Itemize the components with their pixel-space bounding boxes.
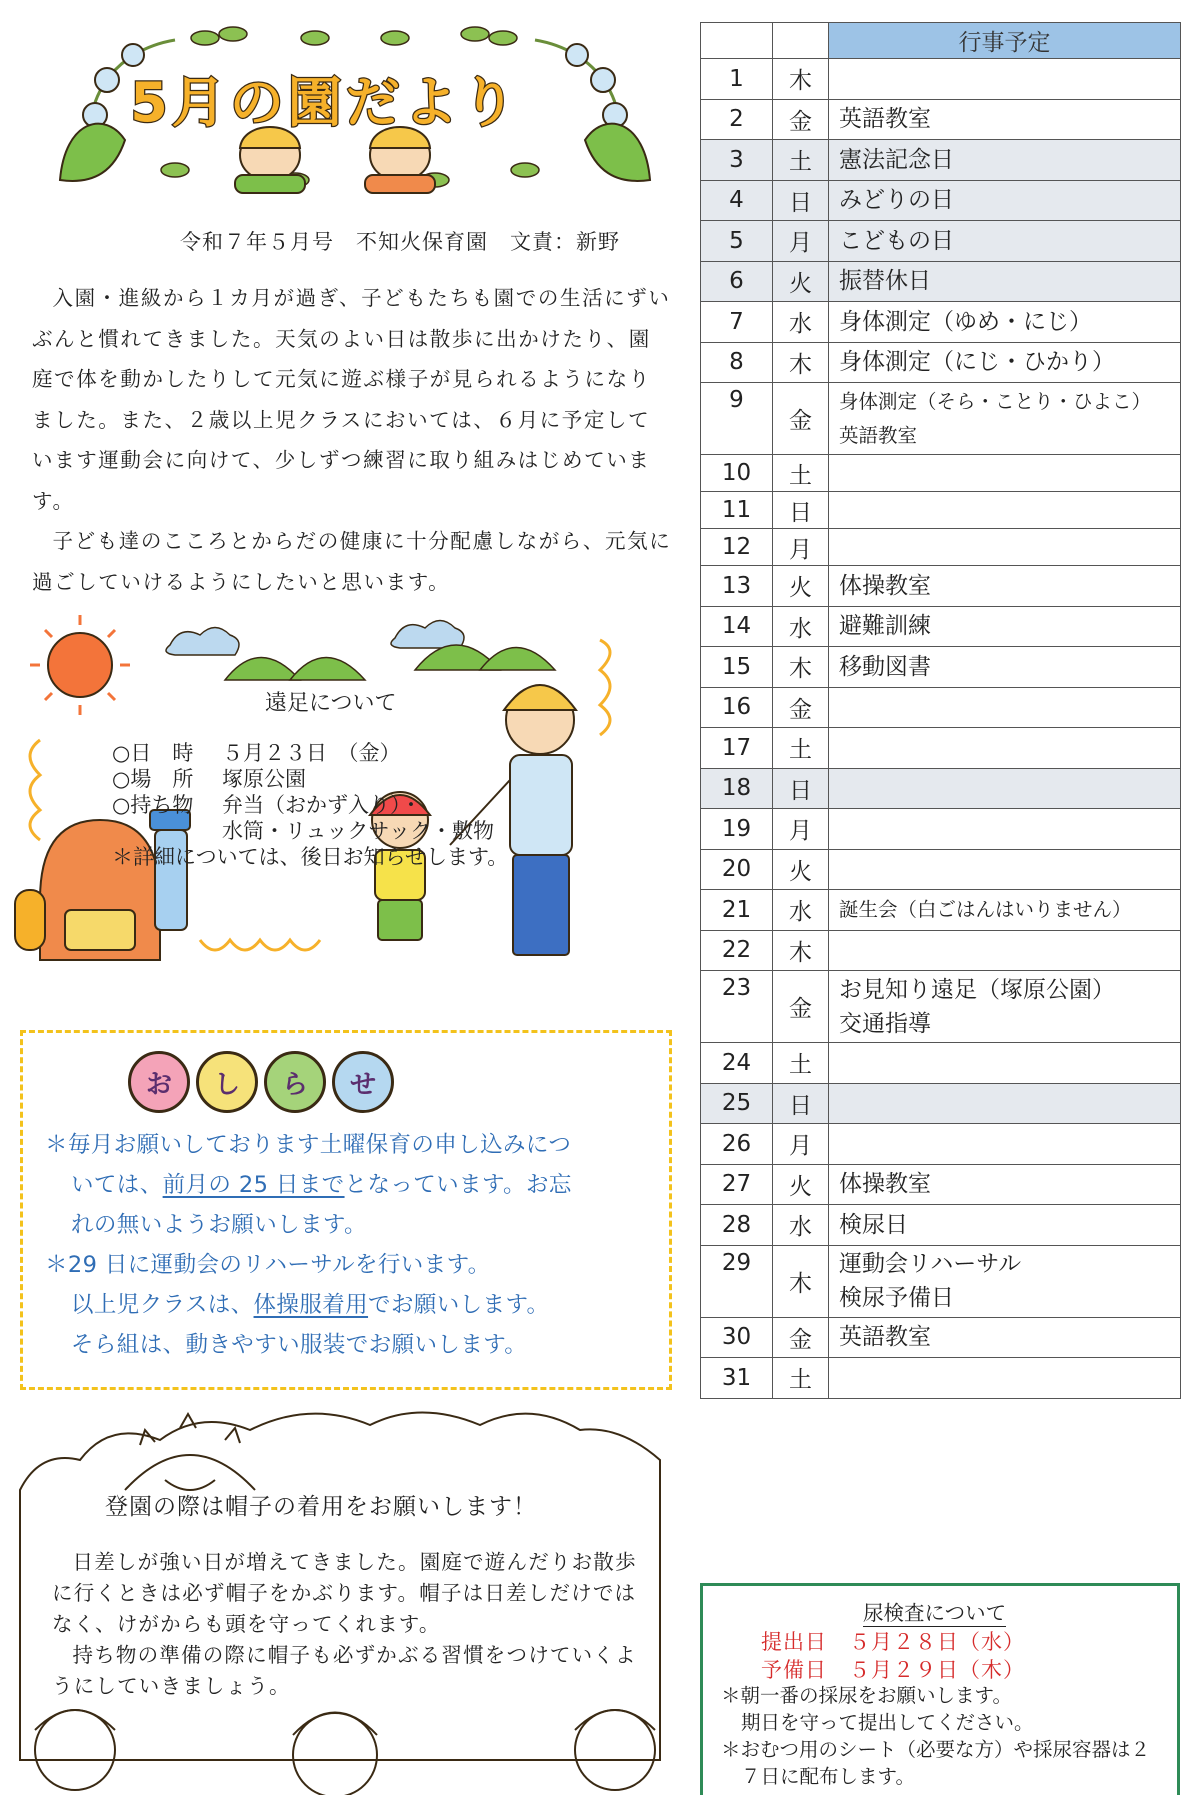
schedule-weekday: 日 — [773, 492, 829, 529]
schedule-weekday: 金 — [773, 1317, 829, 1358]
event-schedule — [700, 22, 1180, 1399]
schedule-day: 16 — [701, 687, 773, 728]
schedule-day: 23 — [701, 971, 773, 1043]
schedule-event-line-2: 検尿予備日 — [839, 1285, 954, 1311]
schedule-weekday: 日 — [773, 180, 829, 221]
schedule-day: 25 — [701, 1083, 773, 1124]
schedule-weekday: 金 — [773, 971, 829, 1043]
schedule-row — [701, 342, 1181, 383]
schedule-row — [701, 99, 1181, 140]
excursion-place-row — [112, 766, 572, 792]
schedule-day: 7 — [701, 302, 773, 343]
schedule-event-line-1: お見知り遠足（塚原公園） — [839, 976, 1115, 1003]
schedule-weekday: 水 — [773, 1205, 829, 1246]
notice-box — [20, 1030, 672, 1390]
notice-line-2c: そら組は、動きやすい服装でお願いします。 — [71, 1332, 528, 1358]
schedule-weekday: 火 — [773, 261, 829, 302]
schedule-event — [829, 492, 1181, 529]
schedule-row — [701, 1164, 1181, 1205]
badge-ra: ら — [264, 1051, 326, 1113]
schedule-day: 6 — [701, 261, 773, 302]
schedule-row — [701, 1205, 1181, 1246]
schedule-weekday: 火 — [773, 566, 829, 607]
excursion-note: ＊詳細については、後日お知らせします。 — [112, 845, 509, 869]
schedule-day: 29 — [701, 1245, 773, 1317]
schedule-row — [701, 140, 1181, 181]
excursion-items-value: 弁当（おかず入り）・ — [222, 793, 422, 817]
schedule-day: 30 — [701, 1317, 773, 1358]
schedule-event — [829, 971, 1181, 1043]
schedule-weekday: 土 — [773, 728, 829, 769]
schedule-event — [829, 1043, 1181, 1084]
excursion-heading: 遠足について — [265, 691, 397, 716]
schedule-row — [701, 930, 1181, 971]
urine-note-1: ＊朝一番の採尿をお願いします。 — [721, 1684, 1012, 1707]
schedule-event — [829, 728, 1181, 769]
urine-notes — [721, 1682, 1176, 1790]
schedule-day: 20 — [701, 849, 773, 890]
hat-paragraph-1: 日差しが強い日が増えてきました。園庭で遊んだりお散歩に行くときは必ず帽子をかぶります。帽子は日差しだけではなく、けがからも頭を守ってくれます。 — [52, 1550, 637, 1636]
schedule-weekday: 水 — [773, 890, 829, 931]
header-blank-weekday — [773, 23, 829, 59]
schedule-weekday: 日 — [773, 768, 829, 809]
schedule-row — [701, 1124, 1181, 1165]
notice-line-1b — [45, 1165, 665, 1205]
newsletter-title: 5月の園だより — [130, 70, 520, 134]
notice-line-1a: ＊毎月お願いしております土曜保育の申し込みにつ — [45, 1132, 572, 1158]
schedule-row — [701, 1317, 1181, 1358]
schedule-row — [701, 809, 1181, 850]
schedule-day: 28 — [701, 1205, 773, 1246]
hat-text — [52, 1547, 652, 1702]
schedule-event-line-1: 運動会リハーサル — [839, 1251, 1022, 1277]
urine-note-2: ＊おむつ用のシート（必要な方）や採尿容器は２ — [721, 1738, 1151, 1761]
schedule-event — [829, 383, 1181, 455]
schedule-day: 11 — [701, 492, 773, 529]
schedule-row — [701, 1245, 1181, 1317]
schedule-event — [829, 930, 1181, 971]
intro-text — [32, 278, 672, 602]
sun-icon — [30, 615, 130, 715]
schedule-weekday: 月 — [773, 221, 829, 262]
header-blank-day — [701, 23, 773, 59]
issue-line: 令和７年５月号 不知火保育園 文責：新野 — [180, 230, 620, 254]
schedule-row — [701, 455, 1181, 492]
schedule-day: 17 — [701, 728, 773, 769]
schedule-row — [701, 180, 1181, 221]
urine-test-box — [700, 1583, 1180, 1795]
schedule-event: 憲法記念日 — [829, 140, 1181, 181]
schedule-day: 5 — [701, 221, 773, 262]
notice-line-1b-post: となっています。お忘 — [344, 1172, 572, 1198]
notice-line-2a: ＊29 日に運動会のリハーサルを行います。 — [45, 1252, 491, 1278]
excursion-details — [112, 740, 572, 870]
schedule-event — [829, 1358, 1181, 1399]
schedule-day: 18 — [701, 768, 773, 809]
schedule-day: 19 — [701, 809, 773, 850]
schedule-event-line-2: 交通指導 — [839, 1010, 931, 1037]
hat-title: 登園の際は帽子の着用をお願いします！ — [105, 1494, 537, 1520]
schedule-event — [829, 1124, 1181, 1165]
schedule-weekday: 木 — [773, 1245, 829, 1317]
schedule-row — [701, 261, 1181, 302]
newsletter-title-box — [110, 58, 540, 138]
schedule-row — [701, 728, 1181, 769]
notice-line-2b-post: でお願いします。 — [368, 1292, 550, 1318]
schedule-event: 体操教室 — [829, 566, 1181, 607]
schedule-day: 9 — [701, 383, 773, 455]
urine-submit-date: 提出日 ５月２８日（水） — [761, 1630, 1025, 1654]
schedule-row — [701, 1043, 1181, 1084]
excursion-date-label: ○日 時 — [112, 741, 194, 765]
schedule-weekday: 水 — [773, 302, 829, 343]
schedule-row — [701, 687, 1181, 728]
excursion-items-value-2: 水筒・リュックサック・敷物 — [222, 819, 494, 843]
schedule-event — [829, 529, 1181, 566]
schedule-weekday: 木 — [773, 647, 829, 688]
schedule-event: 避難訓練 — [829, 606, 1181, 647]
notice-badges — [128, 1051, 394, 1113]
excursion-place-value: 塚原公園 — [222, 767, 306, 791]
schedule-day: 22 — [701, 930, 773, 971]
schedule-event: 英語教室 — [829, 1317, 1181, 1358]
urine-title: 尿検査について — [863, 1596, 1006, 1627]
schedule-row — [701, 647, 1181, 688]
excursion-date-value: ５月２３日 （金） — [222, 741, 401, 765]
schedule-row — [701, 566, 1181, 607]
urine-note-1b: 期日を守って提出してください。 — [741, 1711, 1034, 1734]
schedule-day: 27 — [701, 1164, 773, 1205]
schedule-row — [701, 971, 1181, 1043]
badge-se: せ — [332, 1051, 394, 1113]
schedule-day: 31 — [701, 1358, 773, 1399]
schedule-event — [829, 809, 1181, 850]
intro-paragraph-1: 入園・進級から１カ月が過ぎ、子どもたちも園での生活にずいぶんと慣れてきました。天気のよい日は散歩に出かけたり、園庭で体を動かしたりして元気に遊ぶ様子が見られるようになりました。また、２歳以上児クラスにおいては、６月に予定しています運動会に向けて、少しずつ練習に取り組みはじめています。 — [32, 286, 671, 513]
schedule-event: 英語教室 — [829, 99, 1181, 140]
schedule-weekday: 金 — [773, 687, 829, 728]
schedule-day: 1 — [701, 59, 773, 100]
schedule-weekday: 月 — [773, 809, 829, 850]
notice-text — [45, 1125, 665, 1365]
schedule-day: 21 — [701, 890, 773, 931]
schedule-weekday: 土 — [773, 1043, 829, 1084]
schedule-header: 行事予定 — [829, 23, 1181, 59]
schedule-weekday: 火 — [773, 849, 829, 890]
schedule-event: 身体測定（にじ・ひかり） — [829, 342, 1181, 383]
schedule-row — [701, 1358, 1181, 1399]
badge-shi: し — [196, 1051, 258, 1113]
schedule-event — [829, 455, 1181, 492]
schedule-day: 24 — [701, 1043, 773, 1084]
schedule-row — [701, 59, 1181, 100]
schedule-day: 4 — [701, 180, 773, 221]
schedule-event: 誕生会（白ごはんはいりません） — [829, 890, 1181, 931]
schedule-day: 8 — [701, 342, 773, 383]
schedule-event-line-2: 英語教室 — [839, 423, 918, 447]
schedule-row — [701, 890, 1181, 931]
schedule-table — [700, 22, 1181, 1399]
schedule-day: 3 — [701, 140, 773, 181]
schedule-event: 体操教室 — [829, 1164, 1181, 1205]
schedule-event: 検尿日 — [829, 1205, 1181, 1246]
schedule-event: 身体測定（ゆめ・にじ） — [829, 302, 1181, 343]
schedule-row — [701, 849, 1181, 890]
schedule-weekday: 木 — [773, 59, 829, 100]
schedule-event — [829, 687, 1181, 728]
schedule-row — [701, 1083, 1181, 1124]
schedule-day: 15 — [701, 647, 773, 688]
schedule-row — [701, 492, 1181, 529]
notice-line-2b — [45, 1285, 665, 1325]
schedule-row — [701, 606, 1181, 647]
schedule-day: 14 — [701, 606, 773, 647]
notice-line-1b-pre: いては、 — [71, 1172, 163, 1198]
notice-deadline: 前月の 25 日まで — [162, 1172, 345, 1198]
schedule-weekday: 金 — [773, 383, 829, 455]
schedule-row — [701, 383, 1181, 455]
schedule-row — [701, 221, 1181, 262]
schedule-weekday: 月 — [773, 1124, 829, 1165]
schedule-event: 振替休日 — [829, 261, 1181, 302]
schedule-day: 26 — [701, 1124, 773, 1165]
schedule-row — [701, 768, 1181, 809]
schedule-weekday: 土 — [773, 1358, 829, 1399]
schedule-day: 12 — [701, 529, 773, 566]
schedule-day: 13 — [701, 566, 773, 607]
schedule-day: 2 — [701, 99, 773, 140]
badge-o: お — [128, 1051, 190, 1113]
schedule-weekday: 土 — [773, 455, 829, 492]
excursion-place-label: ○場 所 — [112, 767, 194, 791]
urine-note-2b: ７日に配布します。 — [741, 1765, 915, 1788]
schedule-event: 移動図書 — [829, 647, 1181, 688]
schedule-weekday: 木 — [773, 930, 829, 971]
excursion-items-row — [112, 792, 572, 818]
schedule-event: みどりの日 — [829, 180, 1181, 221]
notice-line-1c: れの無いようお願いします。 — [71, 1212, 367, 1238]
schedule-row — [701, 302, 1181, 343]
schedule-weekday: 水 — [773, 606, 829, 647]
schedule-event — [829, 1083, 1181, 1124]
schedule-day: 10 — [701, 455, 773, 492]
schedule-weekday: 月 — [773, 529, 829, 566]
schedule-weekday: 火 — [773, 1164, 829, 1205]
urine-reserve-date: 予備日 ５月２９日（木） — [761, 1658, 1025, 1682]
schedule-event — [829, 1245, 1181, 1317]
intro-paragraph-2: 子ども達のこころとからだの健康に十分配慮しながら、元気に過ごしていけるようにしたいと思います。 — [32, 529, 672, 594]
schedule-event — [829, 768, 1181, 809]
schedule-event — [829, 59, 1181, 100]
notice-line-2b-pre: 以上児クラスは、 — [71, 1292, 254, 1318]
schedule-weekday: 日 — [773, 1083, 829, 1124]
schedule-event-line-1: 身体測定（そら・ことり・ひよこ） — [839, 389, 1152, 413]
hat-paragraph-2: 持ち物の準備の際に帽子も必ずかぶる習慣をつけていくようにしていきましょう。 — [52, 1643, 637, 1698]
notice-gym-clothes: 体操服着用 — [253, 1292, 369, 1318]
schedule-event — [829, 849, 1181, 890]
schedule-event: こどもの日 — [829, 221, 1181, 262]
schedule-weekday: 木 — [773, 342, 829, 383]
schedule-header-row — [701, 23, 1181, 59]
excursion-items-label: ○持ち物 — [112, 793, 194, 817]
excursion-date-row — [112, 740, 572, 766]
schedule-row — [701, 529, 1181, 566]
schedule-weekday: 土 — [773, 140, 829, 181]
schedule-weekday: 金 — [773, 99, 829, 140]
